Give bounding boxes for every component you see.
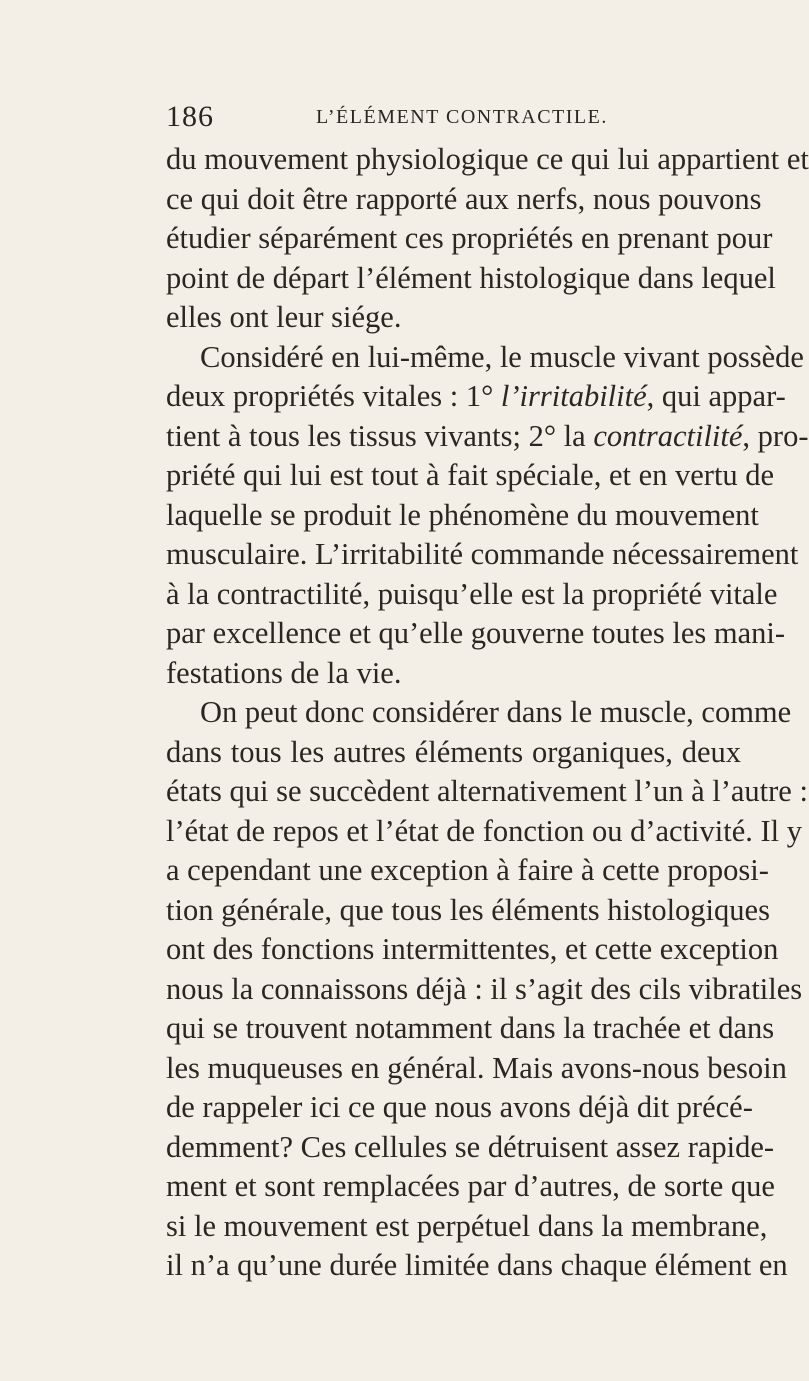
text-line: priété qui lui est tout à fait spéciale, et en vertu de — [166, 458, 775, 492]
text-line — [166, 417, 809, 457]
text-line: On peut donc considérer dans le muscle, comme — [200, 695, 792, 729]
text-line: elles ont leur siége. — [166, 300, 402, 334]
text-line: il n’a qu’une durée limitée dans chaque élément en — [166, 1248, 788, 1282]
text-line: si le mouvement est perpétuel dans la membrane, — [166, 1208, 768, 1243]
text-line: a cependant une exception à faire à cette proposi- — [166, 853, 769, 887]
text-line: à la contractilité, puisqu’elle est la propriété vitale — [166, 576, 778, 611]
text-line: de rappeler ici ce que nous avons déjà dit précé- — [166, 1090, 753, 1124]
text-line — [166, 377, 786, 417]
text-line: laquelle se produit le phénomène du mouvement — [166, 497, 759, 532]
text-segment: , pro- — [742, 418, 809, 453]
text-line: point de départ l’élément histologique dans lequel — [166, 260, 776, 295]
text-line: l’état de repos et l’état de fonction ou d’activité. Il y — [166, 813, 803, 848]
running-title: L’ÉLÉMENT CONTRACTILE. — [316, 106, 608, 128]
text-line: les muqueuses en général. Mais avons-nous besoin — [166, 1050, 787, 1085]
text-line: ment et sont remplacées par d’autres, de sorte que — [166, 1169, 775, 1203]
text-line: Considéré en lui-même, le muscle vivant possède — [200, 339, 804, 374]
text-segment: , qui appar- — [646, 379, 786, 413]
text-line: qui se trouvent notamment dans la trachée et dans — [166, 1011, 775, 1045]
text-segment: tient à tous les tissus vivants; 2° la — [166, 418, 586, 453]
page-number: 186 — [166, 100, 214, 133]
text-line: ce qui doit être rapporté aux nerfs, nous pouvons — [166, 181, 762, 216]
text-line: tion générale, que tous les éléments histologiques — [166, 892, 770, 927]
text-line: ont des fonctions intermittentes, et cette exception — [166, 932, 779, 966]
page-header — [166, 100, 741, 140]
text-line: états qui se succèdent alternativement l’un à l’autre : — [166, 774, 808, 808]
text-line: demment? Ces cellules se détruisent assez rapide- — [166, 1129, 775, 1164]
text-line: dans tous les autres éléments organiques, deux — [166, 734, 741, 769]
text-segment: deux propriétés vitales : 1° — [166, 379, 494, 413]
body-text — [166, 140, 809, 1286]
text-line: nous la connaissons déjà : il s’agit des cils vibratiles — [166, 971, 803, 1006]
emphasis-contractilite: contractilité — [593, 418, 743, 453]
text-line: par excellence et qu’elle gouverne toutes les mani- — [166, 616, 786, 650]
text-line: festations de la vie. — [166, 655, 402, 690]
emphasis-irritabilite: l’irritabilité — [500, 379, 647, 413]
text-line: musculaire. L’irritabilité commande nécessairement — [166, 537, 799, 571]
text-line: du mouvement physiologique ce qui lui appartient et — [166, 142, 809, 176]
text-line: étudier séparément ces propriétés en prenant pour — [166, 221, 773, 255]
